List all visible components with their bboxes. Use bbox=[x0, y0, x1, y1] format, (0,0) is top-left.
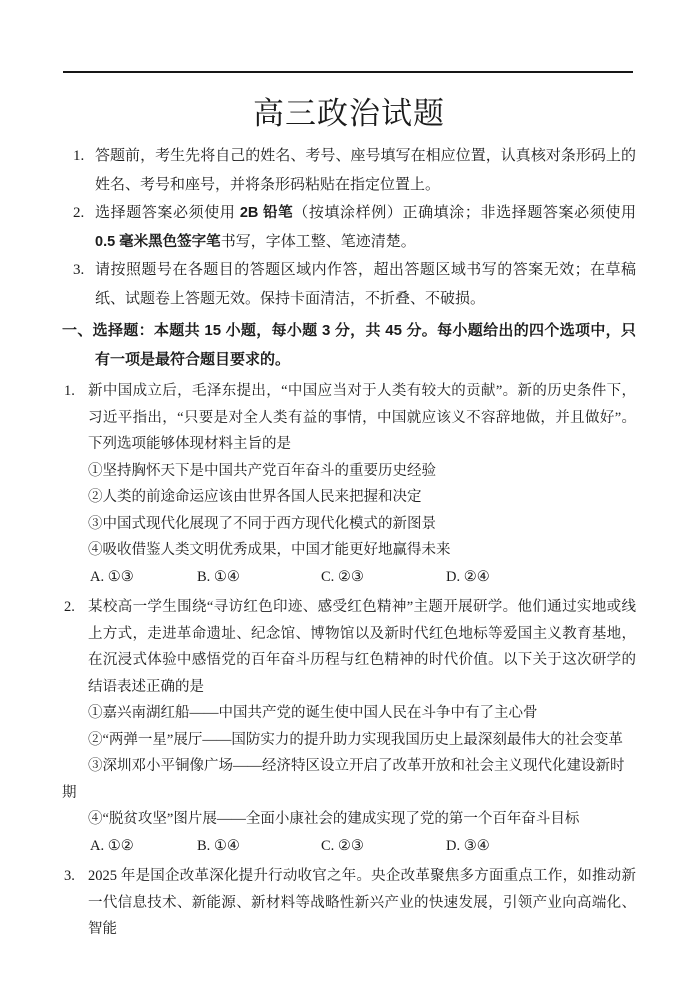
option-c: C. ②③ bbox=[321, 837, 364, 854]
section-heading: 一、选择题：本题共 15 小题，每小题 3 分，共 45 分。每小题给出的四个选项中，只有一项是最符合题目要求的。 bbox=[62, 322, 636, 368]
statement-item-1: ①嘉兴南湖红船——中国共产党的诞生使中国人民在斗争中有了主心骨 bbox=[88, 705, 538, 721]
statement-item-3: ③深圳邓小平铜像广场——经济特区设立开启了改革开放和社会主义现代化建设新时 bbox=[88, 758, 625, 774]
pencil-bold-text: 2B 铅笔 bbox=[239, 205, 294, 221]
instruction-number: 3. bbox=[73, 262, 85, 278]
statement-item-4: ④“脱贫攻坚”图片展——全面小康社会的建成实现了党的第一个百年奋斗目标 bbox=[88, 811, 580, 827]
instruction-text: 请按照题号在各题目的答题区域内作答，超出答题区域书写的答案无效；在草稿纸、试题卷上答题无效。保持卡面清洁，不折叠、不破损。 bbox=[95, 262, 636, 307]
question-1 bbox=[62, 378, 636, 590]
question-3 bbox=[62, 863, 636, 943]
question-stem: 某校高一学生围绕“寻访红色印迹、感受红色精神”主题开展研学。他们通过实地或线上方式，走进革命遗址、纪念馆、博物馆以及新时代红色地标等爱国主义教育基地，在沉浸式体验中感悟党的百年奋斗历程与红色精神的时代价值。以下关于这次研学的结语表述正确的是 bbox=[88, 599, 636, 695]
instruction-item-3 bbox=[62, 256, 636, 313]
question-number: 3. bbox=[64, 868, 75, 884]
question-stem: 2025 年是国企改革深化提升行动收官之年。央企改革聚焦多方面重点工作，如推动新一代信息技术、新能源、新材料等战略性新兴产业的快速发展，引领产业向高端化、智能 bbox=[88, 868, 636, 937]
statement-item-3-wrapped-char: 期 bbox=[62, 784, 77, 801]
exam-instructions bbox=[62, 142, 636, 313]
instruction-text: （按填涂样例）正确填涂；非选择题答案必须使用 bbox=[293, 205, 636, 221]
header-divider bbox=[63, 71, 633, 73]
instruction-text: 书写，字体工整、笔迹清楚。 bbox=[220, 233, 416, 250]
option-c: C. ②③ bbox=[321, 568, 364, 585]
instruction-item-2 bbox=[62, 199, 636, 256]
question-number: 1. bbox=[64, 383, 75, 399]
statement-item-2: ②人类的前途命运应该由世界各国人民来把握和决定 bbox=[88, 489, 422, 505]
instruction-text: 答题前，考生先将自己的姓名、考号、座号填写在相应位置，认真核对条形码上的姓名、考号和座号，并将条形码粘贴在指定位置上。 bbox=[95, 148, 636, 193]
question-stem: 新中国成立后，毛泽东提出，“中国应当对于人类有较大的贡献”。新的历史条件下，习近平指出，“只要是对全人类有益的事情，中国就应该义不容辞地做，并且做好”。下列选项能够体现材料主旨的是 bbox=[88, 383, 636, 452]
instruction-number: 1. bbox=[73, 148, 85, 164]
answer-options-row bbox=[90, 833, 636, 860]
option-b: B. ①④ bbox=[197, 568, 240, 585]
option-d: D. ②④ bbox=[446, 568, 490, 585]
option-b: B. ①④ bbox=[197, 837, 240, 854]
question-number: 2. bbox=[64, 599, 75, 615]
statement-item-2: ②“两弹一星”展厅——国防实力的提升助力实现我国历史上最深刻最伟大的社会变革 bbox=[88, 731, 623, 748]
answer-options-row bbox=[90, 564, 636, 591]
pen-bold-text: 0.5 毫米黑色签字笔 bbox=[95, 233, 221, 250]
page-title: 高三政治试题 bbox=[253, 96, 445, 131]
page-content bbox=[62, 86, 636, 943]
statement-item-3: ③中国式现代化展现了不同于西方现代化模式的新图景 bbox=[88, 515, 436, 532]
statement-item-4: ④吸收借鉴人类文明优秀成果，中国才能更好地赢得未来 bbox=[88, 542, 451, 558]
option-d: D. ③④ bbox=[446, 837, 490, 854]
instruction-text: 选择题答案必须使用 bbox=[95, 205, 240, 221]
question-2 bbox=[62, 594, 636, 859]
instruction-number: 2. bbox=[73, 205, 85, 221]
option-a: A. ①③ bbox=[90, 568, 134, 585]
statement-item-1: ①坚持胸怀天下是中国共产党百年奋斗的重要历史经验 bbox=[88, 462, 436, 479]
instruction-item-1 bbox=[62, 142, 636, 199]
option-a: A. ①② bbox=[90, 837, 134, 854]
